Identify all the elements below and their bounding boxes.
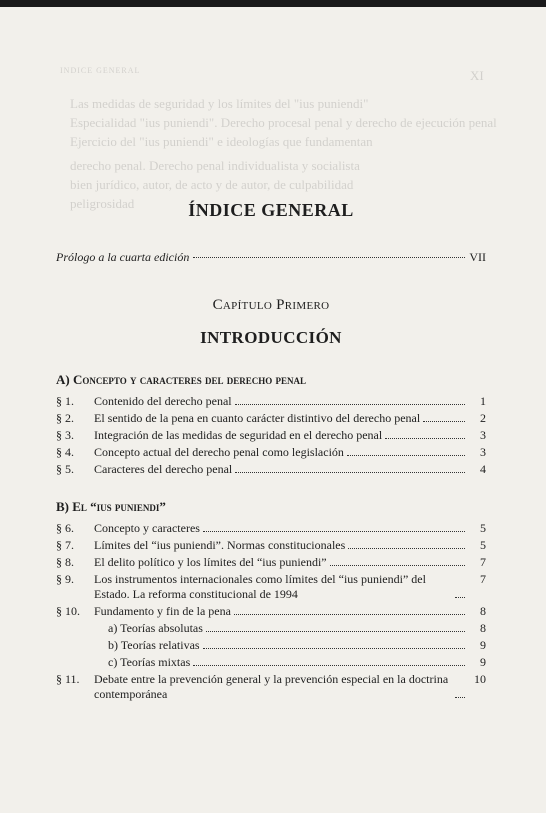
entry-title: Los instrumentos internacionales como límites del “ius puniendi” del Estado. La reforma constitucional de 1994 (94, 572, 426, 601)
entry-title: Concepto y caracteres (94, 521, 200, 535)
ghost-line: peligrosidad (70, 196, 135, 211)
section-mark: § 6. (56, 521, 74, 535)
section-mark: § 8. (56, 555, 74, 569)
toc-entry[interactable] (56, 672, 486, 702)
toc-entry[interactable] (56, 462, 486, 477)
section-mark: § 1. (56, 394, 74, 408)
ghost-page-number: XI (470, 68, 484, 83)
section-mark: § 3. (56, 428, 74, 442)
toc-entry[interactable] (56, 428, 486, 443)
ghost-line: Ejercicio del "ius puniendi" e ideologías que fundamentan (70, 134, 373, 149)
toc-entry[interactable] (56, 411, 486, 426)
section-heading-a: A) Concepto y caracteres del derecho penal (56, 372, 306, 387)
entry-title: Concepto actual del derecho penal como legislación (94, 445, 344, 459)
page-number: 8 (480, 621, 486, 635)
subentry-title: c) Teorías mixtas (108, 655, 191, 669)
page-number: 10 (474, 672, 486, 686)
toc-entry[interactable] (56, 572, 486, 602)
dot-leader (234, 614, 465, 615)
entry-title: Límites del “ius puniendi”. Normas constitucionales (94, 538, 346, 552)
page-number: 4 (480, 462, 486, 476)
dot-leader (203, 531, 465, 532)
page-number: 2 (480, 411, 486, 425)
page-title: ÍNDICE GENERAL (188, 200, 354, 220)
toc-subentry[interactable] (56, 621, 486, 636)
ghost-line: Especialidad "ius puniendi". Derecho procesal penal y derecho de ejecución penal (70, 115, 497, 130)
toc-subentry[interactable] (56, 655, 486, 670)
dot-leader (348, 548, 465, 549)
page-number: 9 (480, 638, 486, 652)
dot-leader (193, 655, 465, 666)
section-mark: § 5. (56, 462, 74, 476)
section-mark: § 2. (56, 411, 74, 425)
dot-leader (235, 472, 465, 473)
prologo-label: Prólogo a la cuarta edición (56, 250, 190, 264)
toc-entry[interactable] (56, 604, 486, 619)
entry-title: El delito político y los límites del “ius puniendi” (94, 555, 327, 569)
ghost-line: derecho penal. Derecho penal individualista y socialista (70, 158, 360, 173)
dot-leader (203, 638, 465, 649)
entry-title: Fundamento y fin de la pena (94, 604, 231, 618)
dot-leader (206, 621, 465, 632)
entry-title: Debate entre la prevención general y la prevención especial en la doctrina contemporánea (94, 672, 449, 701)
page-number: 3 (480, 445, 486, 459)
entry-title: El sentido de la pena en cuanto carácter distintivo del derecho penal (94, 411, 421, 425)
page-number: 7 (480, 572, 486, 586)
toc-entry[interactable] (56, 555, 486, 570)
section-mark: § 7. (56, 538, 74, 552)
subentry-title: b) Teorías relativas (108, 638, 200, 652)
toc-entry[interactable] (56, 538, 486, 553)
dot-leader (455, 697, 465, 698)
entry-title: Caracteres del derecho penal (94, 462, 233, 476)
toc-entry[interactable] (56, 394, 486, 409)
toc-entry[interactable] (56, 521, 486, 536)
section-b-entries (56, 521, 486, 702)
dot-leader (193, 257, 465, 258)
ghost-line: bien jurídico, autor, de acto y de autor, de culpabilidad (70, 177, 354, 192)
dot-leader (347, 455, 465, 456)
entry-title: Integración de las medidas de seguridad en el derecho penal (94, 428, 383, 442)
page-number: 5 (480, 538, 486, 552)
section-heading-b: B) El “ius puniendi” (56, 499, 166, 514)
page-number: 1 (480, 394, 486, 408)
subentry-title: a) Teorías absolutas (108, 621, 203, 635)
dot-leader (385, 438, 465, 439)
toc-subentry[interactable] (56, 638, 486, 653)
dot-leader (455, 597, 465, 598)
entry-title: Contenido del derecho penal (94, 394, 232, 408)
ghost-line: Las medidas de seguridad y los límites del "ius puniendi" (70, 96, 369, 111)
page-number: 8 (480, 604, 486, 618)
toc-page (56, 200, 486, 704)
page-number: VII (469, 250, 486, 264)
dot-leader (423, 421, 465, 422)
ghost-header: INDICE GENERAL (60, 66, 141, 75)
section-mark: § 9. (56, 572, 74, 586)
dot-leader (330, 565, 465, 566)
page-number: 3 (480, 428, 486, 442)
toc-entry-prologo[interactable] (56, 250, 486, 265)
dot-leader (235, 404, 465, 405)
page-number: 5 (480, 521, 486, 535)
page-number: 9 (480, 655, 486, 669)
section-mark: § 10. (56, 604, 80, 618)
section-a-entries (56, 394, 486, 477)
toc-entry[interactable] (56, 445, 486, 460)
chapter-title: INTRODUCCIÓN (200, 328, 342, 347)
page-number: 7 (480, 555, 486, 569)
chapter-heading: Capítulo Primero (212, 297, 330, 313)
section-mark: § 11. (56, 672, 80, 686)
scan-edge-bar (0, 0, 546, 7)
section-mark: § 4. (56, 445, 74, 459)
